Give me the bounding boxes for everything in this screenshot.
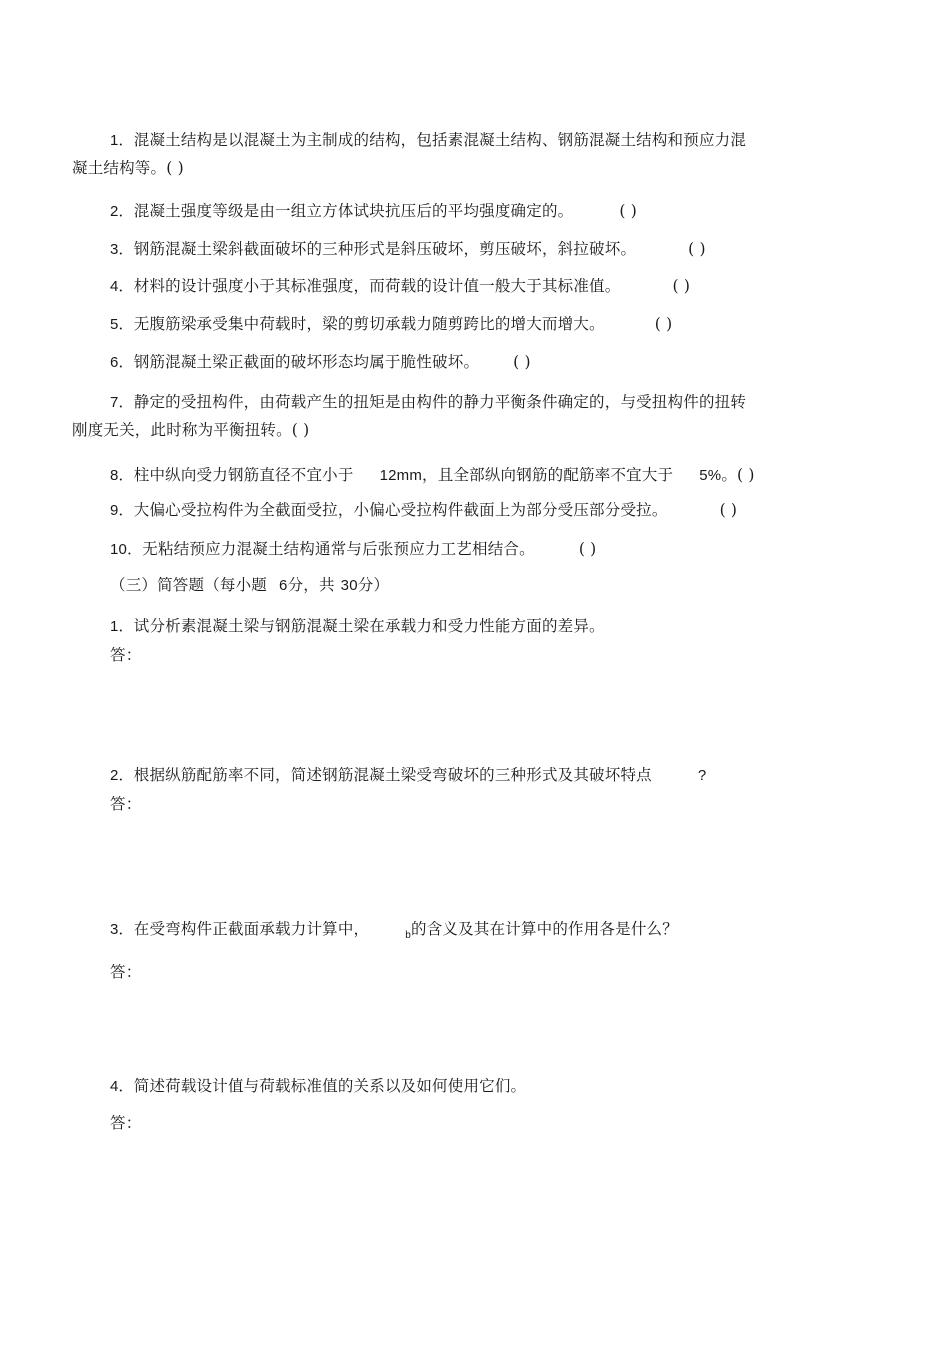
question-number: 1．: [110, 132, 134, 149]
question-text: 简述荷载设计值与荷载标准值的关系以及如何使用它们。: [133, 1077, 527, 1095]
question-text: 钢筋混凝土梁正截面的破坏形态均属于脆性破坏。: [133, 353, 480, 371]
question-text: 凝土结构等。( ): [72, 159, 184, 177]
answer-blank: ( ): [654, 315, 673, 333]
question-number: 2．: [110, 203, 134, 220]
question-text: 在受弯构件正截面承载力计算中，: [133, 920, 370, 938]
question-number: 2．: [110, 767, 134, 784]
answer-blank: ( ): [719, 501, 738, 519]
question-text: 刚度无关，此时称为平衡扭转。( ): [72, 421, 310, 439]
tf-question-1-line1: [110, 130, 746, 151]
question-number: 6．: [110, 354, 134, 371]
sa-question-1: [110, 616, 605, 637]
sa-question-2: [110, 765, 706, 786]
sa-question-4: [110, 1076, 526, 1097]
answer-blank: ( ): [672, 277, 691, 295]
answer-blank: 。( ): [721, 466, 755, 484]
section-title: 分）: [357, 576, 390, 594]
sa-answer-2-label: 答：: [110, 795, 142, 813]
tf-question-1-line2: [72, 158, 184, 178]
points-total: 30: [340, 577, 358, 594]
question-text: 钢筋混凝土梁斜截面破坏的三种形式是斜压破坏，剪压破坏，斜拉破坏。: [133, 240, 637, 258]
answer-blank: ( ): [513, 353, 531, 371]
question-number: 5．: [110, 316, 134, 333]
question-number: 9．: [110, 502, 134, 519]
question-mark: ?: [697, 767, 707, 784]
question-text: 无粘结预应力混凝土结构通常与后张预应力工艺相结合。: [142, 540, 535, 558]
section-heading: [110, 575, 389, 596]
ratio-value: 5%: [699, 467, 722, 484]
sa-answer-4-label: 答：: [110, 1114, 142, 1132]
question-number: 1．: [110, 618, 134, 635]
question-text: 材料的设计强度小于其标准强度，而荷载的设计值一般大于其标准值。: [133, 277, 621, 295]
question-text: ，且全部纵向钢筋的配筋率不宜大于: [422, 466, 674, 484]
points-each: 6: [279, 577, 288, 594]
question-text: 根据纵筋配筋率不同，简述钢筋混凝土梁受弯破坏的三种形式及其破坏特点: [133, 766, 652, 784]
question-number: 10．: [110, 541, 143, 558]
sa-answer-1-label: 答：: [110, 646, 142, 664]
question-text: 混凝土结构是以混凝土为主制成的结构，包括素混凝土结构、钢筋混凝土结构和预应力混: [133, 131, 747, 149]
answer-blank: ( ): [578, 540, 597, 558]
answer-blank: ( ): [619, 202, 637, 220]
question-number: 4．: [110, 278, 134, 295]
tf-question-6: [110, 352, 531, 373]
question-text: 柱中纵向受力钢筋直径不宜小于: [133, 466, 354, 484]
question-number: 3．: [110, 921, 134, 938]
question-text: 静定的受扭构件，由荷载产生的扭矩是由构件的静力平衡条件确定的，与受扭构件的扭转: [133, 393, 747, 411]
question-number: 7．: [110, 394, 134, 411]
tf-question-4: [110, 276, 690, 297]
tf-question-10: [110, 539, 596, 560]
tf-question-9: [110, 500, 737, 521]
tf-question-5: [110, 314, 672, 335]
diameter-value: 12mm: [379, 467, 423, 484]
tf-question-8: [110, 465, 755, 486]
tf-question-2: [110, 201, 637, 222]
sa-question-3: [110, 919, 678, 946]
question-text: 无腹筋梁承受集中荷载时，梁的剪切承载力随剪跨比的增大而增大。: [133, 315, 605, 333]
section-title: （三）简答题（每小题: [110, 576, 268, 594]
question-text: 的含义及其在计算中的作用各是什么？: [411, 920, 678, 938]
subscript-b: b: [405, 930, 412, 941]
question-text: 大偏心受拉构件为全截面受拉，小偏心受拉构件截面上为部分受压部分受拉。: [133, 501, 668, 519]
section-title: 分，共: [287, 576, 335, 594]
sa-answer-3-label: 答：: [110, 963, 142, 981]
answer-blank: ( ): [688, 240, 706, 258]
question-text: 混凝土强度等级是由一组立方体试块抗压后的平均强度确定的。: [133, 202, 574, 220]
question-number: 4．: [110, 1078, 134, 1095]
question-number: 3．: [110, 241, 134, 258]
tf-question-7-line1: [110, 392, 746, 413]
tf-question-7-line2: [72, 420, 309, 440]
tf-question-3: [110, 239, 706, 260]
question-text: 试分析素混凝土梁与钢筋混凝土梁在承载力和受力性能方面的差异。: [133, 617, 605, 635]
question-number: 8．: [110, 467, 134, 484]
